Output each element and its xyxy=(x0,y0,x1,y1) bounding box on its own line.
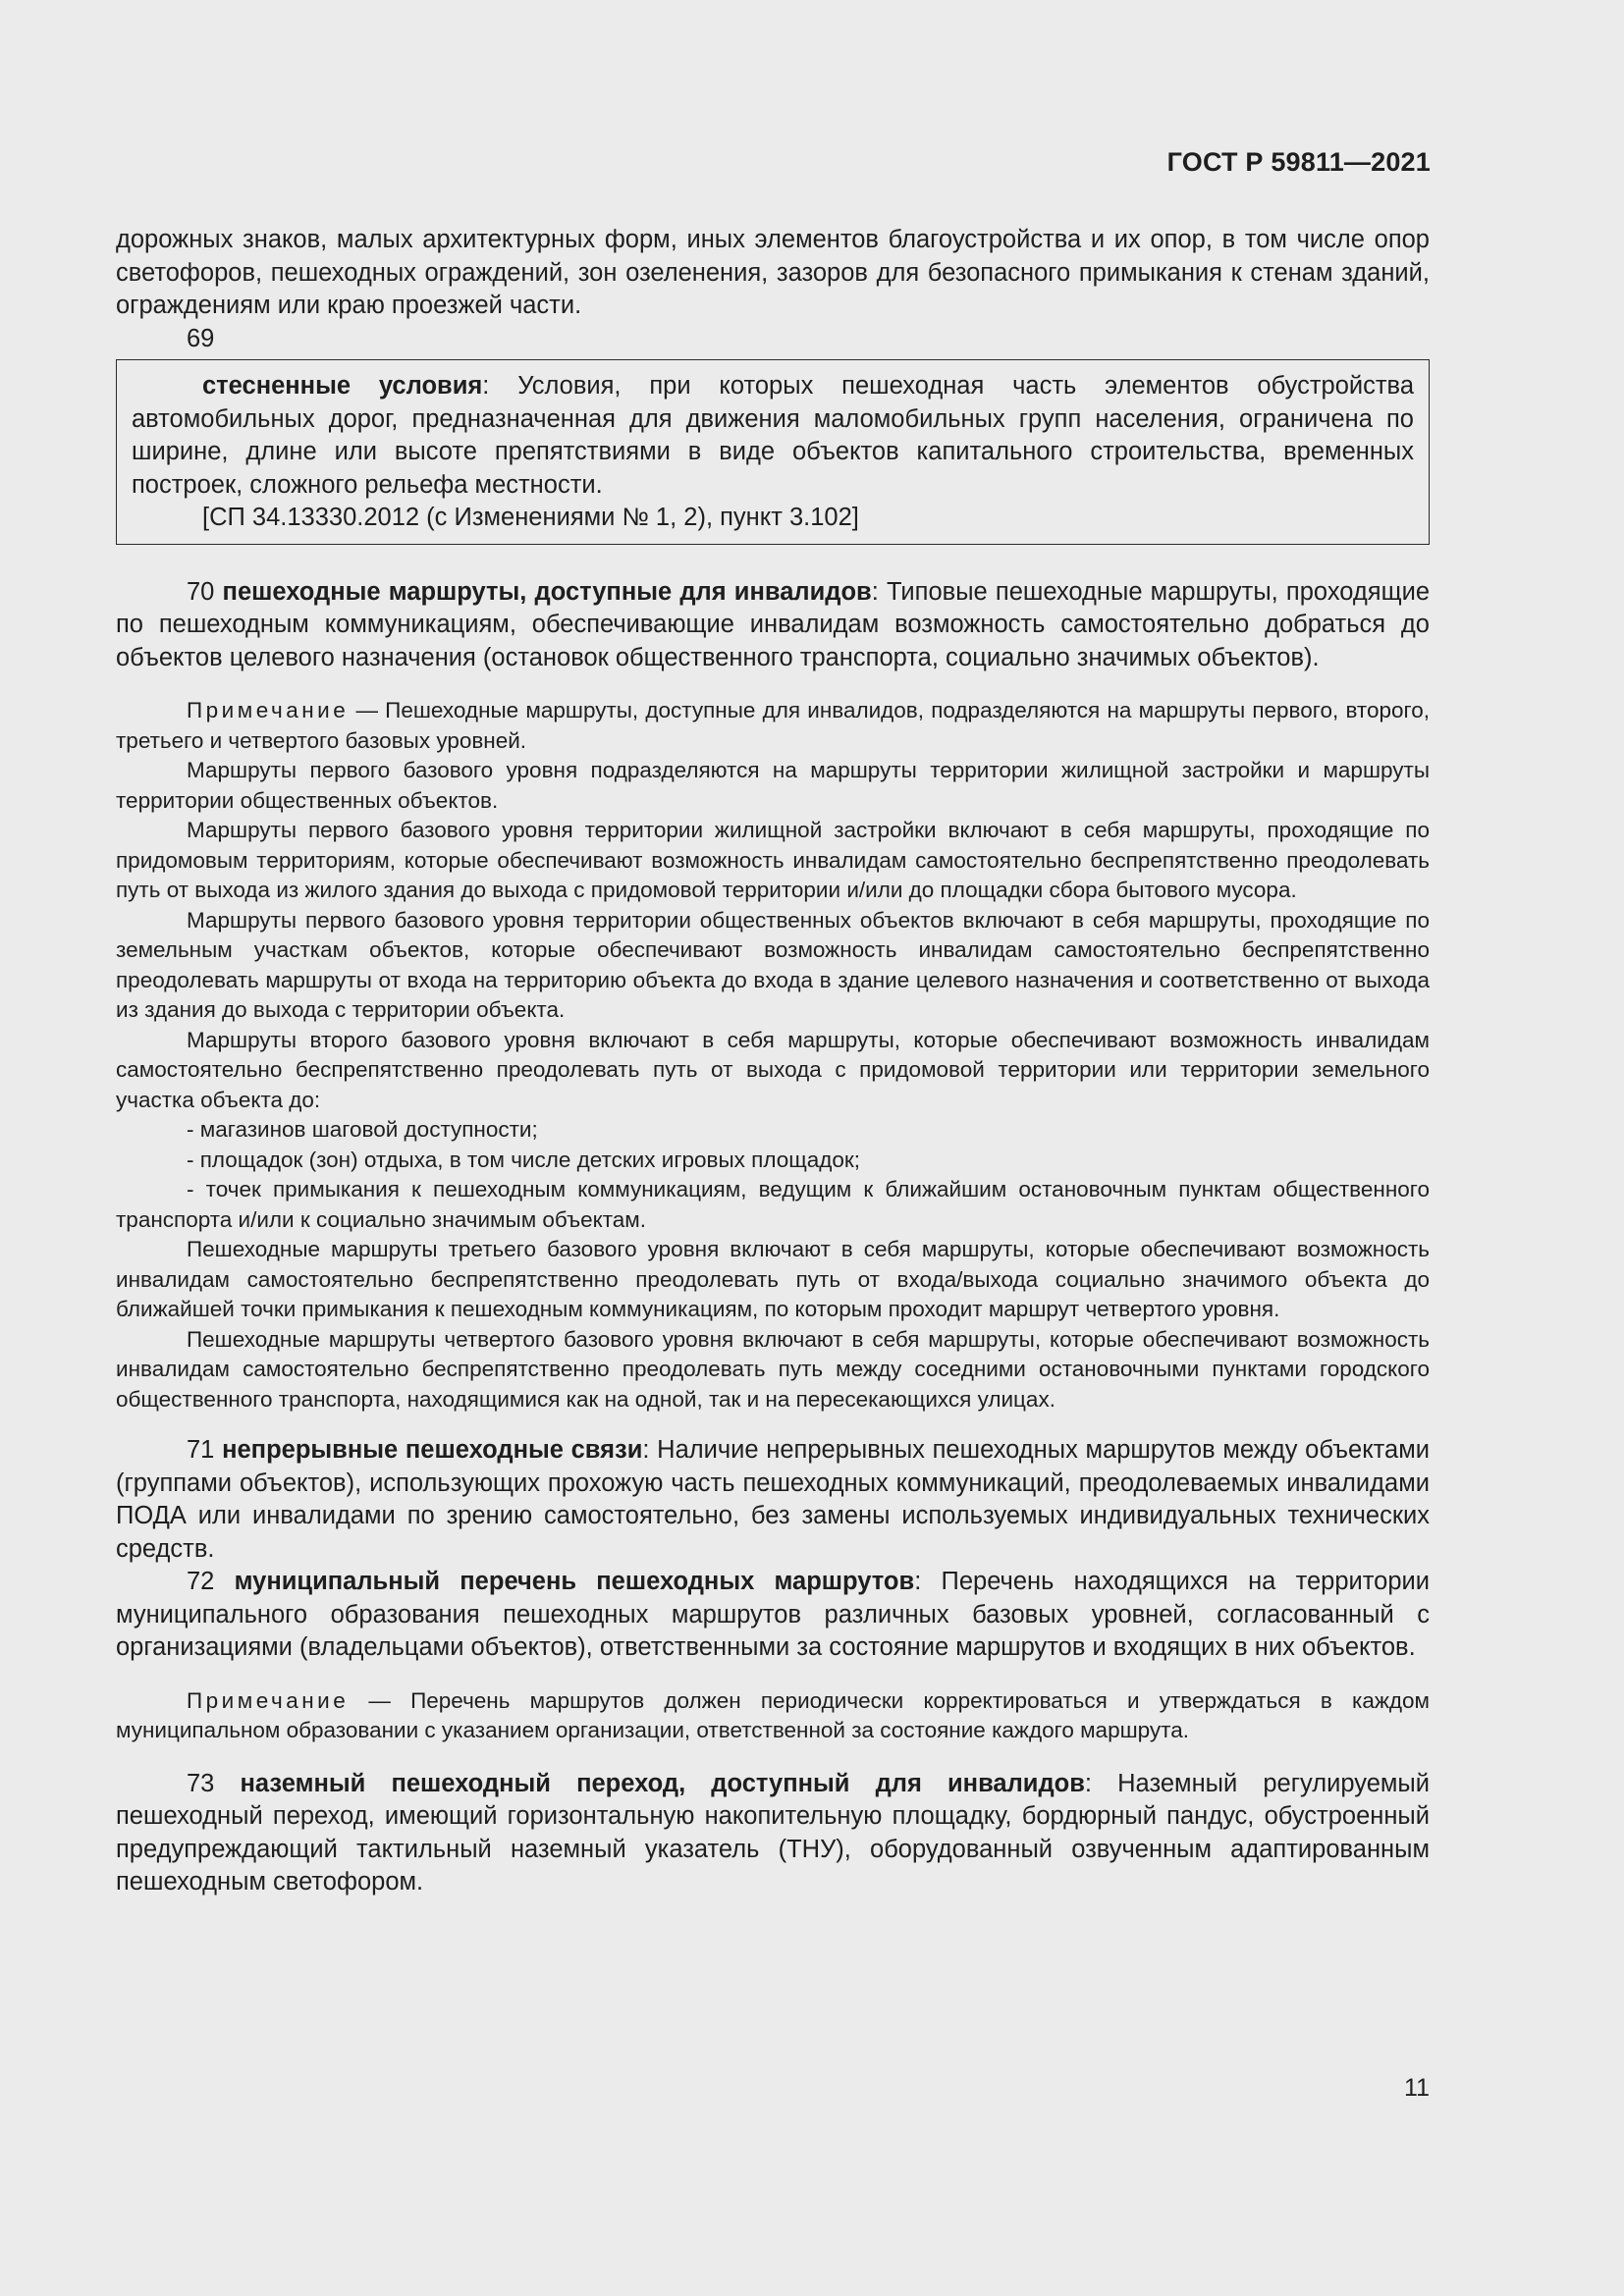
term-70-note-label: Примечание xyxy=(187,698,350,722)
term-69-term: стесненные условия xyxy=(202,372,483,400)
term-73-term: наземный пешеходный переход, доступный для инвалидов xyxy=(240,1769,1085,1797)
term-71-number: 71 xyxy=(187,1436,215,1464)
term-73-paragraph xyxy=(116,1768,1430,1899)
term-72-note-label: Примечание xyxy=(187,1687,350,1713)
term-69-definition-box xyxy=(116,359,1430,545)
term-72-number: 72 xyxy=(187,1568,215,1595)
list-item: - магазинов шаговой доступности; xyxy=(187,1117,538,1142)
term-72-definition: : Перечень находящихся на территории муниципального образования пешеходных маршрутов различных базовых уровней, согласованный с организациями (владельцами объектов), ответственными за состояние маршрутов и входящих в них объектов. xyxy=(116,1568,1431,1661)
intro-continuation: дорожных знаков, малых архитектурных форм, иных элементов благоустройства и их опор, в том числе опор светофоров, пешеходных ограждений, зон озеленения, зазоров для безопасного примыкания к стенам зданий, ограждениям или краю проезжей части. xyxy=(116,226,1430,319)
term-72-note-text: — Перечень маршрутов должен периодически корректироваться и утверждаться в каждом муниципальном образовании с указанием организации, ответственной за состояние каждого маршрута. xyxy=(116,1687,1430,1742)
term-70-note-p3: Маршруты первого базового уровня территории общественных объектов включают в себя маршруты, проходящие по земельным участкам объектов, которые обеспечивают возможность инвалидам самостоятельно беспрепятственно преодолевать маршруты от входа на территорию объекта до входа в здание целевого назначения и соответственно от выхода из здания до выхода с территории объекта. xyxy=(116,907,1430,1022)
term-70-term: пешеходные маршруты, доступные для инвалидов xyxy=(222,577,872,606)
term-71-paragraph xyxy=(116,1434,1430,1566)
document-body xyxy=(116,224,1430,1899)
term-69-source: [СП 34.13330.2012 (с Изменениями № 1, 2), пункт 3.102] xyxy=(202,504,859,531)
term-71-term: непрерывные пешеходные связи xyxy=(222,1436,643,1464)
term-70-note-p2: Маршруты первого базового уровня территории жилищной застройки включают в себя маршруты, проходящие по придомовым территориям, которые обеспечивают возможность инвалидам самостоятельно беспрепятственно преодолевать путь от выхода из жилого здания до выхода с придомовой территории и/или до площадки сбора бытового мусора. xyxy=(116,818,1430,902)
term-71-definition: : Наличие непрерывных пешеходных маршрутов между объектами (группами объектов), использующих прохожую часть пешеходных коммуникаций, преодолеваемых инвалидами ПОДА или инвалидами по зрению самостоятельно, без замены используемых индивидуальных технических средств. xyxy=(116,1436,1430,1563)
term-70-note-p4: Маршруты второго базового уровня включают в себя маршруты, которые обеспечивают возможность инвалидам самостоятельно беспрепятственно преодолевать путь от выхода с придомовой территории или территории земельного участка объекта до: xyxy=(116,1027,1430,1112)
term-70-note-p1: Маршруты первого базового уровня подразделяются на маршруты территории жилищной застройки и маршруты территории общественных объектов. xyxy=(116,758,1430,813)
term-73-number: 73 xyxy=(187,1769,215,1797)
term-72-note xyxy=(116,1686,1430,1746)
term-70-note-p5: Пешеходные маршруты третьего базового уровня включают в себя маршруты, которые обеспечивают возможность инвалидам самостоятельно беспрепятственно преодолевать путь от входа/выхода социально значимого объекта до ближайшей точки примыкания к пешеходным коммуникациям, по которым проходит маршрут четвертого уровня. xyxy=(116,1237,1430,1321)
standard-code-header: ГОСТ Р 59811—2021 xyxy=(1166,147,1431,177)
term-70-paragraph xyxy=(116,576,1430,675)
term-70-note-p6: Пешеходные маршруты четвертого базового уровня включают в себя маршруты, которые обеспечивают возможность инвалидам самостоятельно беспрепятственно преодолевать путь между соседними остановочными пунктами городского общественного транспорта, находящимися как на одной, так и на пересекающихся улицах. xyxy=(116,1326,1430,1412)
term-70-number: 70 xyxy=(187,577,215,606)
term-70-note-lead-text: — Пешеходные маршруты, доступные для инвалидов, подразделяются на маршруты первого, второго, третьего и четвертого базовых уровней. xyxy=(116,698,1430,753)
list-item: - точек примыкания к пешеходным коммуникациям, ведущим к ближайшим остановочным пунктам общественного транспорта и/или к социально значимым объектам. xyxy=(116,1177,1430,1232)
term-73-definition: : Наземный регулируемый пешеходный переход, имеющий горизонтальную накопительную площадку, бордюрный пандус, обустроенный предупреждающий тактильный наземный указатель (ТНУ), оборудованный озвученным адаптированным пешеходным светофором. xyxy=(116,1769,1430,1896)
term-70-note-lead xyxy=(116,696,1430,756)
term-72-term: муниципальный перечень пешеходных маршрутов xyxy=(234,1568,915,1595)
term-69-number: 69 xyxy=(187,324,215,352)
page-number: 11 xyxy=(1404,2074,1430,2102)
term-70-definition: : Типовые пешеходные маршруты, проходящие по пешеходным коммуникациям, обеспечивающие инвалидам возможность самостоятельно добраться до объектов целевого назначения (остановок общественного транспорта, социально значимых объектов). xyxy=(116,577,1430,671)
term-70-note xyxy=(116,696,1430,1415)
term-69-paragraph xyxy=(132,370,1414,502)
term-69-definition: : Условия, при которых пешеходная часть элементов обустройства автомобильных дорог, предназначенная для движения маломобильных групп населения, ограничена по ширине, длине или высоте препятствиями в виде объектов капитального строительства, временных построек, сложного рельефа местности. xyxy=(132,372,1415,499)
list-item: - площадок (зон) отдыха, в том числе детских игровых площадок; xyxy=(187,1147,861,1172)
term-72-paragraph xyxy=(116,1566,1430,1665)
